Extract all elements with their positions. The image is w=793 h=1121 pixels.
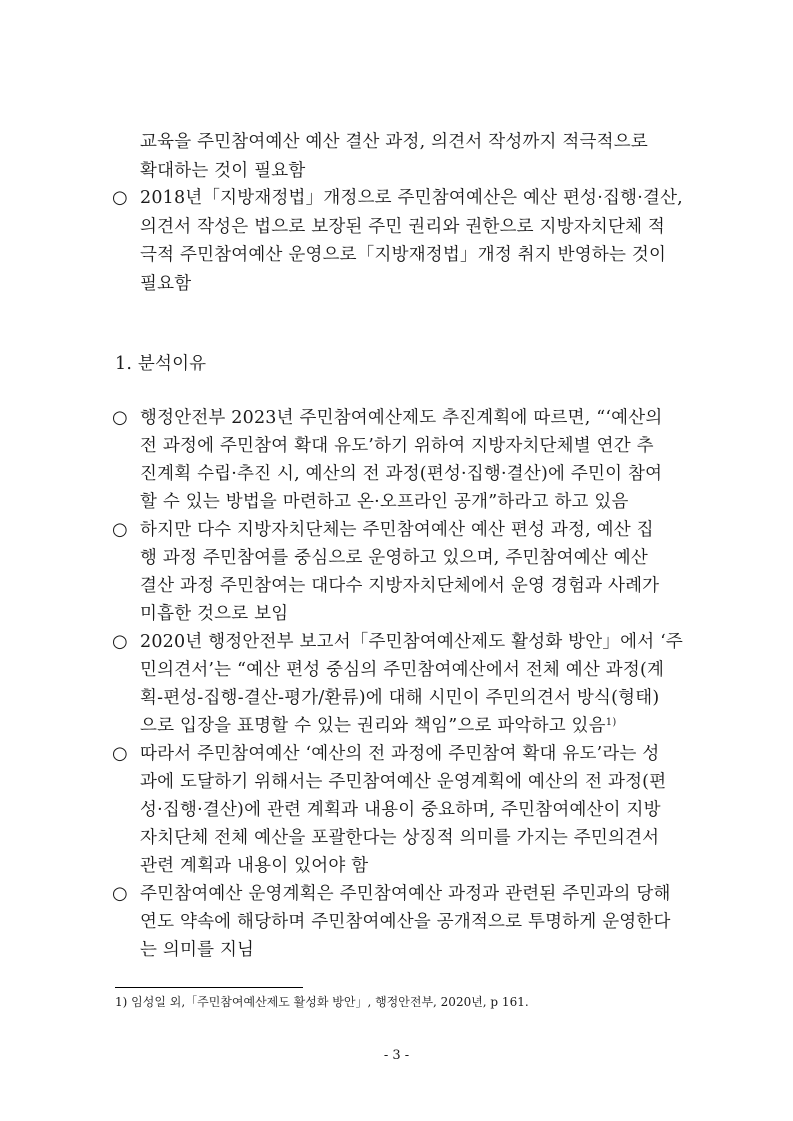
- bullet-line: 과에 도달하기 위해서는 주민참여예산 운영계획에 예산의 전 과정(편: [140, 772, 667, 792]
- intro-line: 확대하는 것이 필요함: [140, 161, 306, 181]
- bullet-line: 전 과정에 주민참여 확대 유도’하기 위하여 지방자치단체별 연간 추: [140, 436, 654, 456]
- bullet-line: 관련 계획과 내용이 있어야 함: [140, 856, 369, 876]
- bullet-line: 의견서 작성은 법으로 보장된 주민 권리와 권한으로 지방자치단체 적: [140, 217, 666, 237]
- bullet-line: [140, 712, 616, 740]
- bullet-line: 2020년 행정안전부 보고서「주민참여예산제도 활성화 방안」에서 ‘주: [140, 632, 683, 652]
- footnote-ref[interactable]: 1): [605, 717, 617, 728]
- bullet-circle-icon: ○: [112, 187, 128, 208]
- bullet-line: 2018년「지방재정법」개정으로 주민참여예산은 예산 편성·집행·결산,: [140, 188, 683, 208]
- bullet-line: 행정안전부 2023년 주민참여예산제도 추진계획에 따르면, “‘예산의: [140, 408, 663, 428]
- bullet-line: 획-편성-집행-결산-평가/환류)에 대해 시민이 주민의견서 방식(형태): [140, 688, 660, 708]
- bullet-circle-icon: ○: [112, 631, 128, 652]
- bullet-circle-icon: ○: [112, 743, 128, 764]
- footnote: 1) 임성일 외,「주민참여예산제도 활성화 방안」, 행정안전부, 2020년, p 161.: [115, 995, 529, 1009]
- bullet-line: 성·집행·결산)에 관련 계획과 내용이 중요하며, 주민참여예산이 지방: [140, 800, 661, 820]
- intro-line: 교육을 주민참여예산 예산 결산 과정, 의견서 작성까지 적극적으로: [140, 132, 648, 152]
- footnote-divider: [115, 987, 303, 988]
- bullet-line: 자치단체 전체 예산을 포괄한다는 상징적 의미를 가지는 주민의견서: [140, 828, 660, 848]
- bullet-line: 할 수 있는 방법을 마련하고 온·오프라인 공개”하라고 하고 있음: [140, 492, 629, 512]
- bullet-line: 행 과정 주민참여를 중심으로 운영하고 있으며, 주민참여예산 예산: [140, 548, 648, 568]
- section-heading: 1. 분석이유: [115, 354, 207, 374]
- bullet-circle-icon: ○: [112, 883, 128, 904]
- bullet-line: 미흡한 것으로 보임: [140, 604, 289, 624]
- bullet-line: 민의견서’는 “예산 편성 중심의 주민참여예산에서 전체 예산 과정(계: [140, 660, 665, 680]
- bullet-line: 는 의미를 지님: [140, 940, 255, 960]
- bullet-line: 극적 주민참여예산 운영으로「지방재정법」개정 취지 반영하는 것이: [140, 245, 667, 265]
- bullet-line: 진계획 수립·추진 시, 예산의 전 과정(편성·집행·결산)에 주민이 참여: [140, 464, 663, 484]
- bullet-line: 따라서 주민참여예산 ‘예산의 전 과정에 주민참여 확대 유도’라는 성: [140, 744, 660, 764]
- bullet-line: 주민참여예산 운영계획은 주민참여예산 과정과 관련된 주민과의 당해: [140, 884, 671, 904]
- bullet-circle-icon: ○: [112, 519, 128, 540]
- bullet-line-text: 으로 입장을 표명할 수 있는 권리와 책임”으로 파악하고 있음: [140, 716, 606, 736]
- bullet-line: 결산 과정 주민참여는 대다수 지방자치단체에서 운영 경험과 사례가: [140, 576, 660, 596]
- bullet-line: 필요함: [140, 274, 192, 294]
- bullet-circle-icon: ○: [112, 407, 128, 428]
- page-number: - 3 -: [383, 1048, 410, 1063]
- bullet-line: 하지만 다수 지방자치단체는 주민참여예산 예산 편성 과정, 예산 집: [140, 520, 654, 540]
- bullet-line: 연도 약속에 해당하며 주민참여예산을 공개적으로 투명하게 운영한다: [140, 912, 671, 932]
